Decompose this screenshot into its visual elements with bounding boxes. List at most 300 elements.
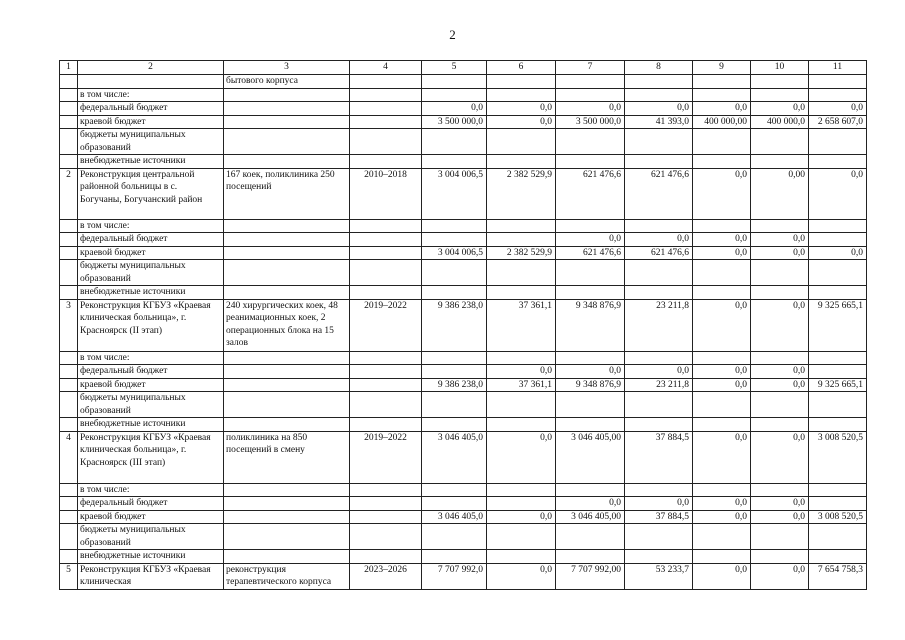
- row-number-cell: [60, 246, 78, 260]
- value-cell: [422, 74, 487, 88]
- value-cell: [751, 155, 809, 169]
- value-cell: 0,0: [751, 233, 809, 247]
- value-cell: [693, 392, 751, 418]
- row-number-cell: [60, 378, 78, 392]
- value-cell: 3 046 405,00: [556, 431, 625, 483]
- object-description-cell: [224, 550, 350, 564]
- value-cell: [556, 260, 625, 286]
- value-cell: [422, 365, 487, 379]
- value-cell: 0,0: [751, 510, 809, 524]
- object-description-cell: 240 хирургических коек, 48 реанимационных коек, 2 операционных блока на 15 залов: [224, 299, 350, 351]
- value-cell: [693, 286, 751, 300]
- column-number: 8: [625, 61, 693, 75]
- value-cell: 37 884,5: [625, 510, 693, 524]
- value-cell: 53 233,7: [625, 563, 693, 589]
- value-cell: 0,0: [422, 102, 487, 116]
- value-cell: 0,0: [809, 246, 867, 260]
- row-number-cell: [60, 524, 78, 550]
- value-cell: [487, 351, 556, 365]
- table-row: [60, 129, 867, 155]
- table-row: [60, 524, 867, 550]
- value-cell: [751, 392, 809, 418]
- value-cell: [625, 286, 693, 300]
- table-row: [60, 88, 867, 102]
- column-number: 3: [224, 61, 350, 75]
- value-cell: 621 476,6: [556, 246, 625, 260]
- object-description-cell: [224, 233, 350, 247]
- value-cell: 7 654 758,3: [809, 563, 867, 589]
- value-cell: [556, 351, 625, 365]
- object-description-cell: [224, 286, 350, 300]
- value-cell: [422, 155, 487, 169]
- value-cell: [422, 392, 487, 418]
- period-cell: 2019–2022: [350, 431, 422, 483]
- value-cell: [422, 129, 487, 155]
- object-description-cell: [224, 365, 350, 379]
- period-cell: [350, 246, 422, 260]
- funding-source-label: федеральный бюджет: [78, 102, 224, 116]
- value-cell: 3 004 006,5: [422, 246, 487, 260]
- period-cell: [350, 260, 422, 286]
- value-cell: [809, 286, 867, 300]
- value-cell: [693, 550, 751, 564]
- column-number: 5: [422, 61, 487, 75]
- value-cell: [487, 524, 556, 550]
- value-cell: 0,0: [693, 246, 751, 260]
- value-cell: [809, 351, 867, 365]
- value-cell: [487, 497, 556, 511]
- value-cell: 0,0: [556, 365, 625, 379]
- funding-source-label: краевой бюджет: [78, 115, 224, 129]
- value-cell: 7 707 992,0: [422, 563, 487, 589]
- table-body: [60, 74, 867, 589]
- value-cell: [693, 260, 751, 286]
- object-description-cell: [224, 260, 350, 286]
- value-cell: [625, 88, 693, 102]
- funding-source-label: федеральный бюджет: [78, 233, 224, 247]
- object-description-cell: [224, 418, 350, 432]
- value-cell: [625, 129, 693, 155]
- value-cell: [487, 129, 556, 155]
- value-cell: [809, 497, 867, 511]
- funding-source-label: внебюджетные источники: [78, 550, 224, 564]
- value-cell: 3 046 405,0: [422, 510, 487, 524]
- budget-table: [59, 60, 867, 590]
- column-number: 2: [78, 61, 224, 75]
- value-cell: 0,0: [693, 497, 751, 511]
- row-number-cell: [60, 550, 78, 564]
- value-cell: [693, 418, 751, 432]
- value-cell: 3 004 006,5: [422, 168, 487, 219]
- value-cell: 0,0: [751, 431, 809, 483]
- value-cell: [809, 219, 867, 233]
- value-cell: 0,0: [556, 497, 625, 511]
- period-cell: [350, 155, 422, 169]
- value-cell: 9 348 876,9: [556, 378, 625, 392]
- funding-source-label: в том числе:: [78, 483, 224, 497]
- period-cell: [350, 129, 422, 155]
- object-name-cell: Реконструкция КГБУЗ «Краевая клиническая больница», г. Красноярск (II этап): [78, 299, 224, 351]
- value-cell: [693, 483, 751, 497]
- column-number-row: [60, 61, 867, 75]
- value-cell: 400 000,00: [693, 115, 751, 129]
- table-row: [60, 392, 867, 418]
- value-cell: [556, 418, 625, 432]
- value-cell: 0,0: [625, 497, 693, 511]
- funding-source-label: внебюджетные источники: [78, 286, 224, 300]
- table-row: [60, 260, 867, 286]
- value-cell: [693, 351, 751, 365]
- value-cell: [487, 155, 556, 169]
- row-number-cell: [60, 351, 78, 365]
- value-cell: [625, 260, 693, 286]
- period-cell: [350, 392, 422, 418]
- value-cell: 37 361,1: [487, 378, 556, 392]
- row-number-cell: 2: [60, 168, 78, 219]
- value-cell: 0,0: [693, 365, 751, 379]
- value-cell: [809, 155, 867, 169]
- value-cell: [422, 260, 487, 286]
- value-cell: 9 386 238,0: [422, 299, 487, 351]
- value-cell: 621 476,6: [625, 168, 693, 219]
- value-cell: 2 658 607,0: [809, 115, 867, 129]
- funding-source-label: внебюджетные источники: [78, 155, 224, 169]
- value-cell: 3 008 520,5: [809, 510, 867, 524]
- row-number-cell: [60, 129, 78, 155]
- value-cell: [487, 418, 556, 432]
- value-cell: [422, 524, 487, 550]
- value-cell: 9 386 238,0: [422, 378, 487, 392]
- value-cell: 0,0: [625, 102, 693, 116]
- value-cell: 0,0: [751, 365, 809, 379]
- value-cell: [809, 233, 867, 247]
- value-cell: [487, 483, 556, 497]
- value-cell: [422, 88, 487, 102]
- value-cell: 0,00: [751, 168, 809, 219]
- row-number-cell: [60, 233, 78, 247]
- period-cell: [350, 102, 422, 116]
- value-cell: 3 046 405,00: [556, 510, 625, 524]
- row-number-cell: [60, 483, 78, 497]
- value-cell: 0,0: [487, 115, 556, 129]
- funding-source-label: в том числе:: [78, 219, 224, 233]
- value-cell: [809, 260, 867, 286]
- value-cell: [556, 155, 625, 169]
- value-cell: [751, 74, 809, 88]
- value-cell: 2 382 529,9: [487, 246, 556, 260]
- table-row: [60, 351, 867, 365]
- value-cell: [625, 550, 693, 564]
- column-number: 11: [809, 61, 867, 75]
- row-number-cell: [60, 286, 78, 300]
- row-number-cell: 4: [60, 431, 78, 483]
- period-cell: [350, 88, 422, 102]
- value-cell: [809, 483, 867, 497]
- row-number-cell: [60, 510, 78, 524]
- value-cell: [350, 74, 422, 88]
- value-cell: 23 211,8: [625, 299, 693, 351]
- table-row: [60, 497, 867, 511]
- object-name-cell: Реконструкция КГБУЗ «Краевая клиническая больница», г. Красноярск (III этап): [78, 431, 224, 483]
- row-number-cell: [60, 497, 78, 511]
- value-cell: [487, 88, 556, 102]
- value-cell: 0,0: [487, 102, 556, 116]
- object-description-cell: [224, 155, 350, 169]
- value-cell: 0,0: [751, 378, 809, 392]
- value-cell: 0,0: [487, 431, 556, 483]
- funding-source-label: бюджеты муниципальных образований: [78, 129, 224, 155]
- row-number-cell: [60, 392, 78, 418]
- object-description-cell: бытового корпуса: [224, 74, 350, 88]
- value-cell: [487, 74, 556, 88]
- value-cell: 23 211,8: [625, 378, 693, 392]
- value-cell: [693, 524, 751, 550]
- value-cell: 9 348 876,9: [556, 299, 625, 351]
- value-cell: [422, 219, 487, 233]
- funding-source-label: бюджеты муниципальных образований: [78, 260, 224, 286]
- value-cell: 2 382 529,9: [487, 168, 556, 219]
- value-cell: 0,0: [693, 563, 751, 589]
- object-description-cell: [224, 115, 350, 129]
- value-cell: 41 393,0: [625, 115, 693, 129]
- value-cell: 0,0: [487, 510, 556, 524]
- period-cell: [350, 233, 422, 247]
- funding-source-label: краевой бюджет: [78, 510, 224, 524]
- period-cell: [350, 286, 422, 300]
- period-cell: [350, 483, 422, 497]
- row-number-cell: [60, 115, 78, 129]
- value-cell: [751, 260, 809, 286]
- column-number: 4: [350, 61, 422, 75]
- value-cell: 0,0: [693, 299, 751, 351]
- value-cell: 9 325 665,1: [809, 299, 867, 351]
- value-cell: 0,0: [809, 102, 867, 116]
- funding-source-label: федеральный бюджет: [78, 497, 224, 511]
- row-number-cell: 3: [60, 299, 78, 351]
- table-row: [60, 286, 867, 300]
- value-cell: [809, 129, 867, 155]
- value-cell: [693, 219, 751, 233]
- page-number: 2: [449, 27, 456, 42]
- value-cell: [809, 418, 867, 432]
- value-cell: 0,0: [556, 102, 625, 116]
- table-row: [60, 483, 867, 497]
- funding-source-label: краевой бюджет: [78, 246, 224, 260]
- value-cell: [556, 392, 625, 418]
- value-cell: [625, 418, 693, 432]
- period-cell: [350, 524, 422, 550]
- value-cell: [751, 550, 809, 564]
- value-cell: 3 008 520,5: [809, 431, 867, 483]
- row-number-cell: 5: [60, 563, 78, 589]
- object-description-cell: [224, 392, 350, 418]
- value-cell: 0,0: [693, 233, 751, 247]
- value-cell: [751, 524, 809, 550]
- value-cell: 0,0: [693, 378, 751, 392]
- value-cell: 0,0: [556, 233, 625, 247]
- value-cell: [693, 88, 751, 102]
- value-cell: 0,0: [487, 563, 556, 589]
- period-cell: [350, 550, 422, 564]
- value-cell: 400 000,0: [751, 115, 809, 129]
- value-cell: [625, 74, 693, 88]
- value-cell: 0,0: [809, 168, 867, 219]
- value-cell: 3 500 000,0: [422, 115, 487, 129]
- value-cell: 0,0: [625, 365, 693, 379]
- value-cell: [693, 155, 751, 169]
- object-description-cell: реконструкция терапевтического корпуса: [224, 563, 350, 589]
- value-cell: [422, 483, 487, 497]
- table-row: [60, 102, 867, 116]
- value-cell: 0,0: [751, 563, 809, 589]
- funding-source-label: в том числе:: [78, 88, 224, 102]
- value-cell: [556, 88, 625, 102]
- period-cell: [350, 219, 422, 233]
- period-cell: [350, 497, 422, 511]
- column-number: 6: [487, 61, 556, 75]
- row-number-cell: [60, 88, 78, 102]
- object-name-cell: Реконструкция центральной районной больницы в с. Богучаны, Богучанский район: [78, 168, 224, 219]
- value-cell: [751, 219, 809, 233]
- value-cell: [556, 286, 625, 300]
- object-description-cell: [224, 102, 350, 116]
- object-row: [60, 563, 867, 589]
- value-cell: [556, 524, 625, 550]
- table-row: [60, 115, 867, 129]
- value-cell: [625, 483, 693, 497]
- value-cell: [487, 233, 556, 247]
- value-cell: [556, 483, 625, 497]
- column-number: 10: [751, 61, 809, 75]
- table-row: [60, 74, 867, 88]
- row-number-cell: [60, 219, 78, 233]
- funding-source-label: краевой бюджет: [78, 378, 224, 392]
- object-description-cell: [224, 88, 350, 102]
- value-cell: 0,0: [693, 510, 751, 524]
- value-cell: [487, 550, 556, 564]
- value-cell: 621 476,6: [625, 246, 693, 260]
- row-number-cell: [60, 365, 78, 379]
- object-name-cell: Реконструкция КГБУЗ «Краевая клиническая: [78, 563, 224, 589]
- value-cell: [625, 524, 693, 550]
- value-cell: [751, 88, 809, 102]
- row-number-cell: [60, 74, 78, 88]
- value-cell: [556, 129, 625, 155]
- table-row: [60, 233, 867, 247]
- object-description-cell: поликлиника на 850 посещений в смену: [224, 431, 350, 483]
- object-row: [60, 168, 867, 219]
- period-cell: [350, 365, 422, 379]
- value-cell: [625, 155, 693, 169]
- value-cell: [487, 260, 556, 286]
- value-cell: [751, 483, 809, 497]
- table-row: [60, 155, 867, 169]
- funding-source-label: бюджеты муниципальных образований: [78, 524, 224, 550]
- value-cell: [487, 286, 556, 300]
- value-cell: [809, 365, 867, 379]
- object-description-cell: [224, 497, 350, 511]
- value-cell: [487, 219, 556, 233]
- period-cell: 2019–2022: [350, 299, 422, 351]
- object-description-cell: [224, 219, 350, 233]
- value-cell: [751, 351, 809, 365]
- value-cell: [625, 219, 693, 233]
- value-cell: [422, 286, 487, 300]
- value-cell: [751, 129, 809, 155]
- value-cell: 3 046 405,0: [422, 431, 487, 483]
- object-description-cell: [224, 246, 350, 260]
- value-cell: [556, 219, 625, 233]
- table-row: [60, 378, 867, 392]
- value-cell: [422, 497, 487, 511]
- value-cell: [422, 550, 487, 564]
- value-cell: [625, 351, 693, 365]
- period-cell: 2023–2026: [350, 563, 422, 589]
- object-name-cell: [78, 74, 224, 88]
- period-cell: [350, 418, 422, 432]
- value-cell: [809, 550, 867, 564]
- row-number-cell: [60, 102, 78, 116]
- value-cell: 0,0: [751, 299, 809, 351]
- period-cell: [350, 351, 422, 365]
- table-row: [60, 246, 867, 260]
- value-cell: [422, 351, 487, 365]
- value-cell: 0,0: [751, 497, 809, 511]
- value-cell: 0,0: [751, 246, 809, 260]
- value-cell: 7 707 992,00: [556, 563, 625, 589]
- value-cell: [751, 418, 809, 432]
- value-cell: [809, 74, 867, 88]
- value-cell: [556, 74, 625, 88]
- column-number: 1: [60, 61, 78, 75]
- value-cell: 37 884,5: [625, 431, 693, 483]
- table-row: [60, 510, 867, 524]
- value-cell: [751, 286, 809, 300]
- row-number-cell: [60, 155, 78, 169]
- value-cell: [556, 550, 625, 564]
- value-cell: [625, 392, 693, 418]
- funding-source-label: внебюджетные источники: [78, 418, 224, 432]
- value-cell: [487, 392, 556, 418]
- value-cell: [809, 392, 867, 418]
- column-number: 7: [556, 61, 625, 75]
- funding-source-label: в том числе:: [78, 351, 224, 365]
- object-description-cell: [224, 351, 350, 365]
- value-cell: 0,0: [625, 233, 693, 247]
- value-cell: [693, 74, 751, 88]
- object-row: [60, 431, 867, 483]
- value-cell: [422, 233, 487, 247]
- object-description-cell: [224, 524, 350, 550]
- object-description-cell: [224, 129, 350, 155]
- value-cell: [809, 88, 867, 102]
- row-number-cell: [60, 418, 78, 432]
- row-number-cell: [60, 260, 78, 286]
- value-cell: [422, 418, 487, 432]
- table-row: [60, 418, 867, 432]
- value-cell: 0,0: [693, 102, 751, 116]
- value-cell: [693, 129, 751, 155]
- funding-source-label: федеральный бюджет: [78, 365, 224, 379]
- table-row: [60, 365, 867, 379]
- object-description-cell: 167 коек, поликлиника 250 посещений: [224, 168, 350, 219]
- column-number: 9: [693, 61, 751, 75]
- value-cell: 9 325 665,1: [809, 378, 867, 392]
- value-cell: 0,0: [751, 102, 809, 116]
- value-cell: 37 361,1: [487, 299, 556, 351]
- period-cell: [350, 510, 422, 524]
- value-cell: 0,0: [693, 168, 751, 219]
